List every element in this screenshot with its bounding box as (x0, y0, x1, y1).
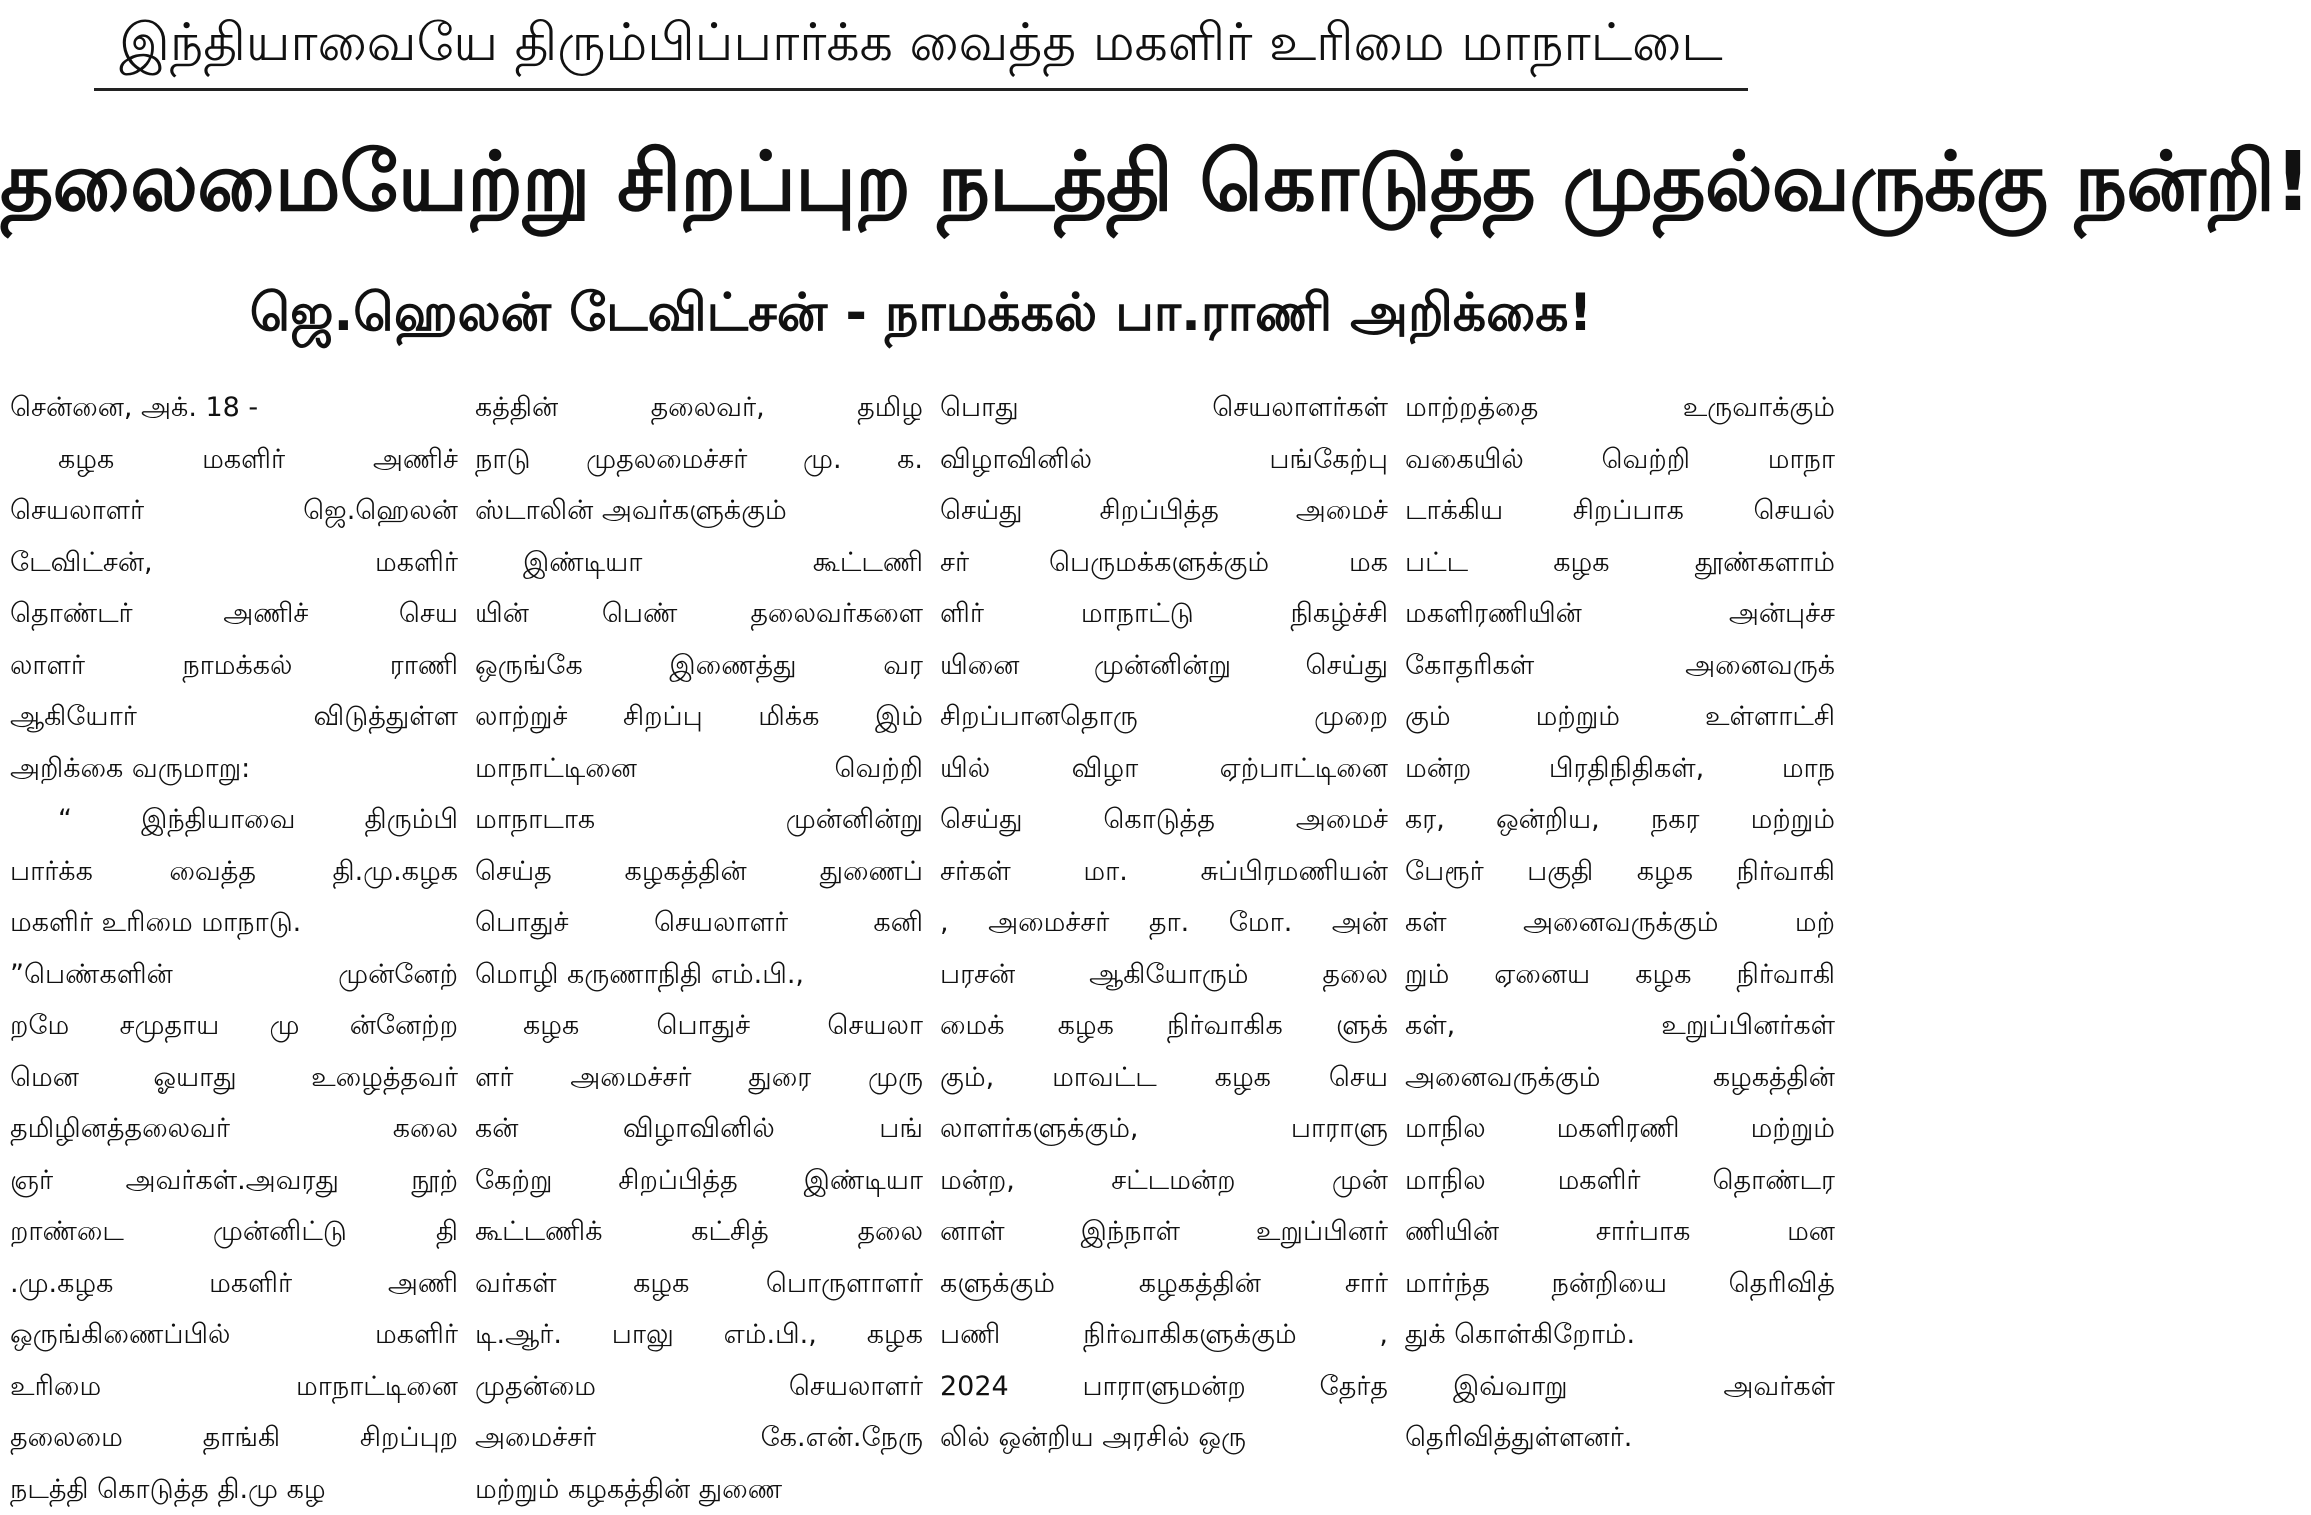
text-line: நடத்தி கொடுத்த தி.மு கழ (10, 1464, 458, 1515)
text-line: றமே சமுதாய மு ன்னேற்ற (10, 1000, 458, 1052)
text-line: மார்ந்த நன்றியை தெரிவித் (1405, 1258, 1835, 1310)
text-line: னாள் இந்நாள் உறுப்பினர் (940, 1206, 1388, 1258)
text-line: , அமைச்சர் தா. மோ. அன் (940, 897, 1388, 949)
text-line: துக் கொள்கிறோம். (1405, 1309, 1835, 1361)
text-line: கோதரிகள் அனைவருக் (1405, 640, 1835, 692)
text-line: கழக மகளிர் அணிச் (10, 434, 458, 486)
text-line: தமிழினத்தலைவர் கலை (10, 1103, 458, 1155)
text-line: கர, ஒன்றிய, நகர மற்றும் (1405, 794, 1835, 846)
text-line: உரிமை மாநாட்டினை (10, 1361, 458, 1413)
text-line: பேரூர் பகுதி கழக நிர்வாகி (1405, 846, 1835, 898)
text-line: மகளிர் உரிமை மாநாடு. (10, 897, 458, 949)
text-line: செயலாளர் ஜெ.ஹெலன் (10, 485, 458, 537)
text-line: கும் மற்றும் உள்ளாட்சி (1405, 691, 1835, 743)
text-line: அறிக்கை வருமாறு: (10, 743, 458, 795)
text-line: பணி நிர்வாகிகளுக்கும் , (940, 1309, 1388, 1361)
text-line: வகையில் வெற்றி மாநா (1405, 434, 1835, 486)
text-line: யில் விழா ஏற்பாட்டினை (940, 743, 1388, 795)
text-line: .மு.கழக மகளிர் அணி (10, 1258, 458, 1310)
text-line: மாநாட்டினை வெற்றி (475, 743, 923, 795)
headline: தலைமையேற்று சிறப்புற நடத்தி கொடுத்த முதல்வருக்கு நன்றி! (0, 108, 1842, 258)
text-line: மன்ற, சட்டமன்ற முன் (940, 1155, 1388, 1207)
text-line: யினை முன்னின்று செய்து (940, 640, 1388, 692)
text-line: இவ்வாறு அவர்கள் (1405, 1361, 1835, 1413)
text-line: யின் பெண் தலைவர்களை (475, 588, 923, 640)
text-line: தெரிவித்துள்ளனர். (1405, 1412, 1835, 1464)
text-line: அனைவருக்கும் கழகத்தின் (1405, 1052, 1835, 1104)
text-line: அமைச்சர் கே.என்.நேரு (475, 1412, 923, 1464)
text-line: முதன்மை செயலாளர் (475, 1361, 923, 1413)
text-line: கும், மாவட்ட கழக செய (940, 1052, 1388, 1104)
text-line: ”பெண்களின் முன்னேற் (10, 949, 458, 1001)
text-line: சர் பெருமக்களுக்கும் மக (940, 537, 1388, 589)
text-line: தலைமை தாங்கி சிறப்புற (10, 1412, 458, 1464)
text-line: லில் ஒன்றிய அரசில் ஒரு (940, 1412, 1388, 1464)
article-column-4 (1405, 382, 1835, 1382)
text-line: “ இந்தியாவை திரும்பி (10, 794, 458, 846)
text-line: ஆகியோர் விடுத்துள்ள (10, 691, 458, 743)
text-line: தொண்டர் அணிச் செய (10, 588, 458, 640)
text-line: லாற்றுச் சிறப்பு மிக்க இம் (475, 691, 923, 743)
text-line: ளிர் மாநாட்டு நிகழ்ச்சி (940, 588, 1388, 640)
text-line: ஒருங்கிணைப்பில் மகளிர் (10, 1309, 458, 1361)
text-line: வர்கள் கழக பொருளாளர் (475, 1258, 923, 1310)
text-line: சென்னை, அக். 18 - (10, 382, 458, 434)
text-line: றும் ஏனைய கழக நிர்வாகி (1405, 949, 1835, 1001)
text-line: மற்றும் கழகத்தின் துணை (475, 1464, 923, 1515)
text-line: டாக்கிய சிறப்பாக செயல் (1405, 485, 1835, 537)
text-line: மென ஓயாது உழைத்தவர் (10, 1052, 458, 1104)
text-line: இண்டியா கூட்டணி (475, 537, 923, 589)
text-line: மகளிரணியின் அன்புச்ச (1405, 588, 1835, 640)
text-line: ணியின் சார்பாக மன (1405, 1206, 1835, 1258)
text-line: சிறப்பானதொரு முறை (940, 691, 1388, 743)
subheadline: ஜெ.ஹெலன் டேவிட்சன் - நாமக்கல் பா.ராணி அறிக்கை! (0, 272, 1842, 354)
article-column-2 (475, 382, 923, 1382)
text-line: கேற்று சிறப்பித்த இண்டியா (475, 1155, 923, 1207)
text-line: றாண்டை முன்னிட்டு தி (10, 1206, 458, 1258)
text-line: கத்தின் தலைவர், தமிழ (475, 382, 923, 434)
text-line: ளர் அமைச்சர் துரை முரு (475, 1052, 923, 1104)
text-line: மாநில மகளிர் தொண்டர (1405, 1155, 1835, 1207)
text-line: பட்ட கழக தூண்களாம் (1405, 537, 1835, 589)
text-line: மொழி கருணாநிதி எம்.பி., (475, 949, 923, 1001)
text-line: கள், உறுப்பினர்கள் (1405, 1000, 1835, 1052)
text-line: சர்கள் மா. சுப்பிரமணியன் (940, 846, 1388, 898)
article-column-3 (940, 382, 1388, 1382)
text-line: கன் விழாவினில் பங் (475, 1103, 923, 1155)
text-line: டேவிட்சன், மகளிர் (10, 537, 458, 589)
text-line: பார்க்க வைத்த தி.மு.கழக (10, 846, 458, 898)
text-line: ஒருங்கே இணைத்து வர (475, 640, 923, 692)
text-line: 2024 பாராளுமன்ற தேர்த (940, 1361, 1388, 1413)
text-line: லாளர் நாமக்கல் ராணி (10, 640, 458, 692)
text-line: செய்து கொடுத்த அமைச் (940, 794, 1388, 846)
text-line: பொதுச் செயலாளர் கனி (475, 897, 923, 949)
text-line: மன்ற பிரதிநிதிகள், மாந (1405, 743, 1835, 795)
text-line: விழாவினில் பங்கேற்பு (940, 434, 1388, 486)
text-line: களுக்கும் கழகத்தின் சார் (940, 1258, 1388, 1310)
text-line: ஞர் அவர்கள்.அவரது நூற் (10, 1155, 458, 1207)
text-line: மைக் கழக நிர்வாகிக ளுக் (940, 1000, 1388, 1052)
text-line: கள் அனைவருக்கும் மற் (1405, 897, 1835, 949)
text-line: பரசன் ஆகியோரும் தலை (940, 949, 1388, 1001)
text-line: மாநாடாக முன்னின்று (475, 794, 923, 846)
text-line: ஸ்டாலின் அவர்களுக்கும் (475, 485, 923, 537)
text-line: கூட்டணிக் கட்சித் தலை (475, 1206, 923, 1258)
text-line: செய்து சிறப்பித்த அமைச் (940, 485, 1388, 537)
text-line: செய்த கழகத்தின் துணைப் (475, 846, 923, 898)
heading-divider (94, 88, 1748, 91)
text-line: பொது செயலாளர்கள் (940, 382, 1388, 434)
text-line: டி.ஆர். பாலு எம்.பி., கழக (475, 1309, 923, 1361)
article-column-1 (10, 382, 458, 1382)
text-line: லாளர்களுக்கும், பாராளு (940, 1103, 1388, 1155)
text-line: கழக பொதுச் செயலா (475, 1000, 923, 1052)
kicker-heading: இந்தியாவையே திரும்பிப்பார்க்க வைத்த மகளிர் உரிமை மாநாட்டை (0, 6, 1842, 80)
text-line: நாடு முதலமைச்சர் மு. க. (475, 434, 923, 486)
text-line: மாற்றத்தை உருவாக்கும் (1405, 382, 1835, 434)
text-line: மாநில மகளிரணி மற்றும் (1405, 1103, 1835, 1155)
